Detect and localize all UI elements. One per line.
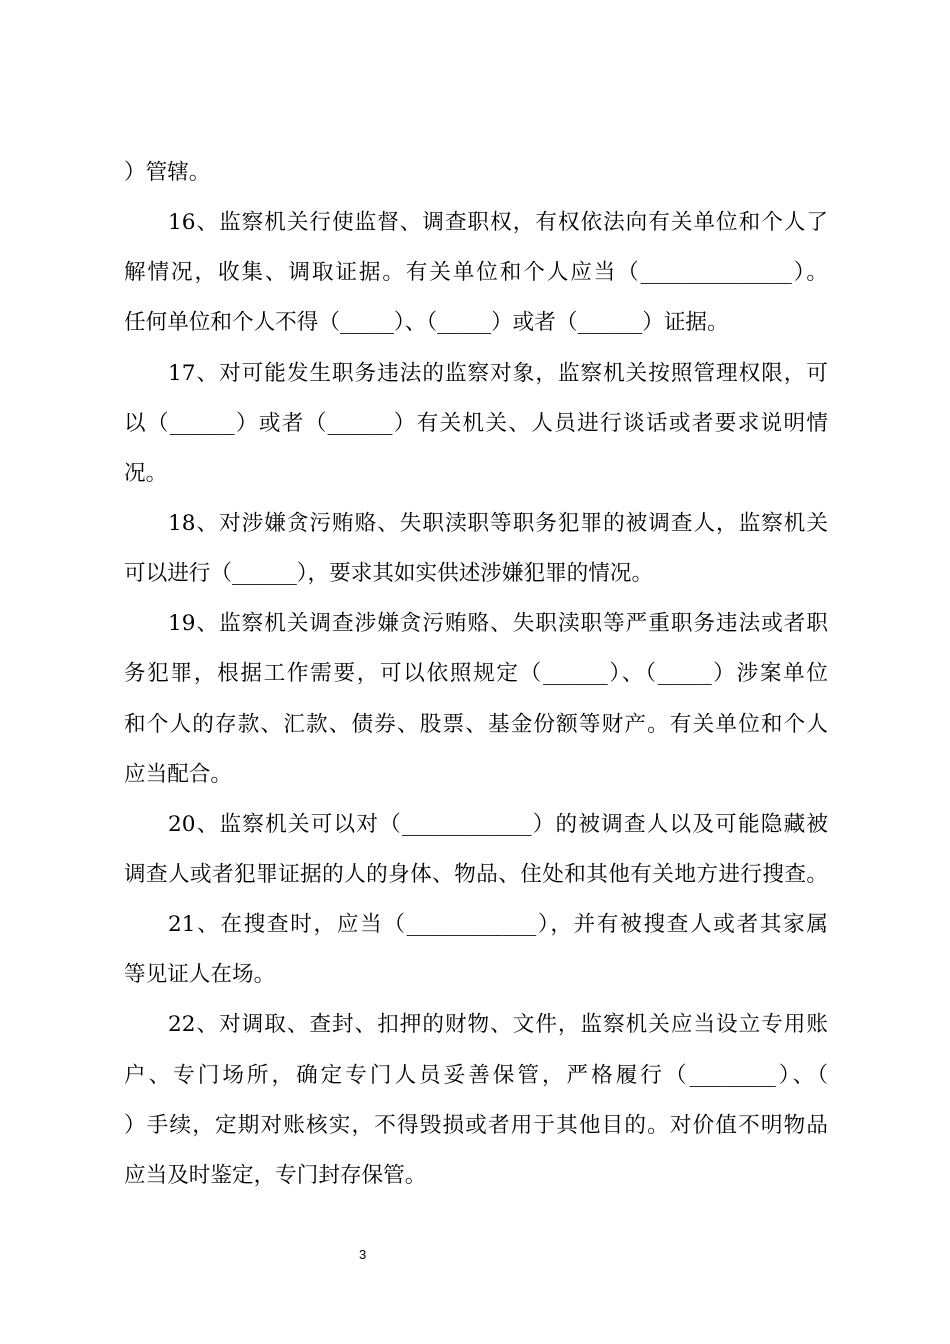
question-text-line: 22、对调取、查封、扣押的财物、文件，监察机关应当设立专用账 <box>168 1012 828 1038</box>
question-text-line: 应当及时鉴定，专门封存保管。 <box>124 1162 427 1188</box>
question-text-line: 和个人的存款、汇款、债券、股票、基金份额等财产。有关单位和个人 <box>124 711 828 737</box>
question-text-line: 20、监察机关可以对（____________）的被调查人以及可能隐藏被 <box>168 811 828 837</box>
question-15-continuation <box>124 148 828 198</box>
page-number: 3 <box>359 1247 367 1262</box>
question-22 <box>124 1000 828 1201</box>
question-text-line: ）手续，定期对账核实，不得毁损或者用于其他目的。对价值不明物品 <box>124 1112 828 1138</box>
question-text-line: 16、监察机关行使监督、调查职权，有权依法向有关单位和个人了 <box>168 210 828 236</box>
question-19 <box>124 599 828 800</box>
question-text-line: 况。 <box>124 460 168 486</box>
question-21 <box>124 900 828 1000</box>
question-text-line: 21、在搜查时，应当（____________），并有被搜查人或者其家属 <box>168 912 828 938</box>
question-text-line: 务犯罪，根据工作需要，可以依照规定（______）、（_____）涉案单位 <box>124 661 828 687</box>
question-text-line: 19、监察机关调查涉嫌贪污贿赂、失职渎职等严重职务违法或者职 <box>168 611 828 637</box>
question-18 <box>124 499 828 599</box>
question-text-line: 调查人或者犯罪证据的人的身体、物品、住处和其他有关地方进行搜查。 <box>124 861 828 887</box>
question-20 <box>124 800 828 900</box>
question-text-line: 以（______）或者（______）有关机关、人员进行谈话或者要求说明情 <box>124 410 828 436</box>
question-text-line: 17、对可能发生职务违法的监察对象，监察机关按照管理权限，可 <box>168 360 828 386</box>
question-text-line: 应当配合。 <box>124 761 232 787</box>
question-17 <box>124 349 828 499</box>
question-text-line: 任何单位和个人不得（_____）、（_____）或者（______）证据。 <box>124 310 729 336</box>
question-16 <box>124 198 828 348</box>
question-text-line: ）管辖。 <box>124 160 211 185</box>
question-text-line: 解情况，收集、调取证据。有关单位和个人应当（______________）。 <box>124 260 828 286</box>
question-text-line: 等见证人在场。 <box>124 962 276 988</box>
question-text-line: 户、专门场所，确定专门人员妥善保管，严格履行（________）、（ <box>124 1062 828 1088</box>
question-text-line: 可以进行（______），要求其如实供述涉嫌犯罪的情况。 <box>124 561 654 587</box>
question-text-line: 18、对涉嫌贪污贿赂、失职渎职等职务犯罪的被调查人，监察机关 <box>168 510 828 536</box>
document-body <box>124 148 828 1201</box>
